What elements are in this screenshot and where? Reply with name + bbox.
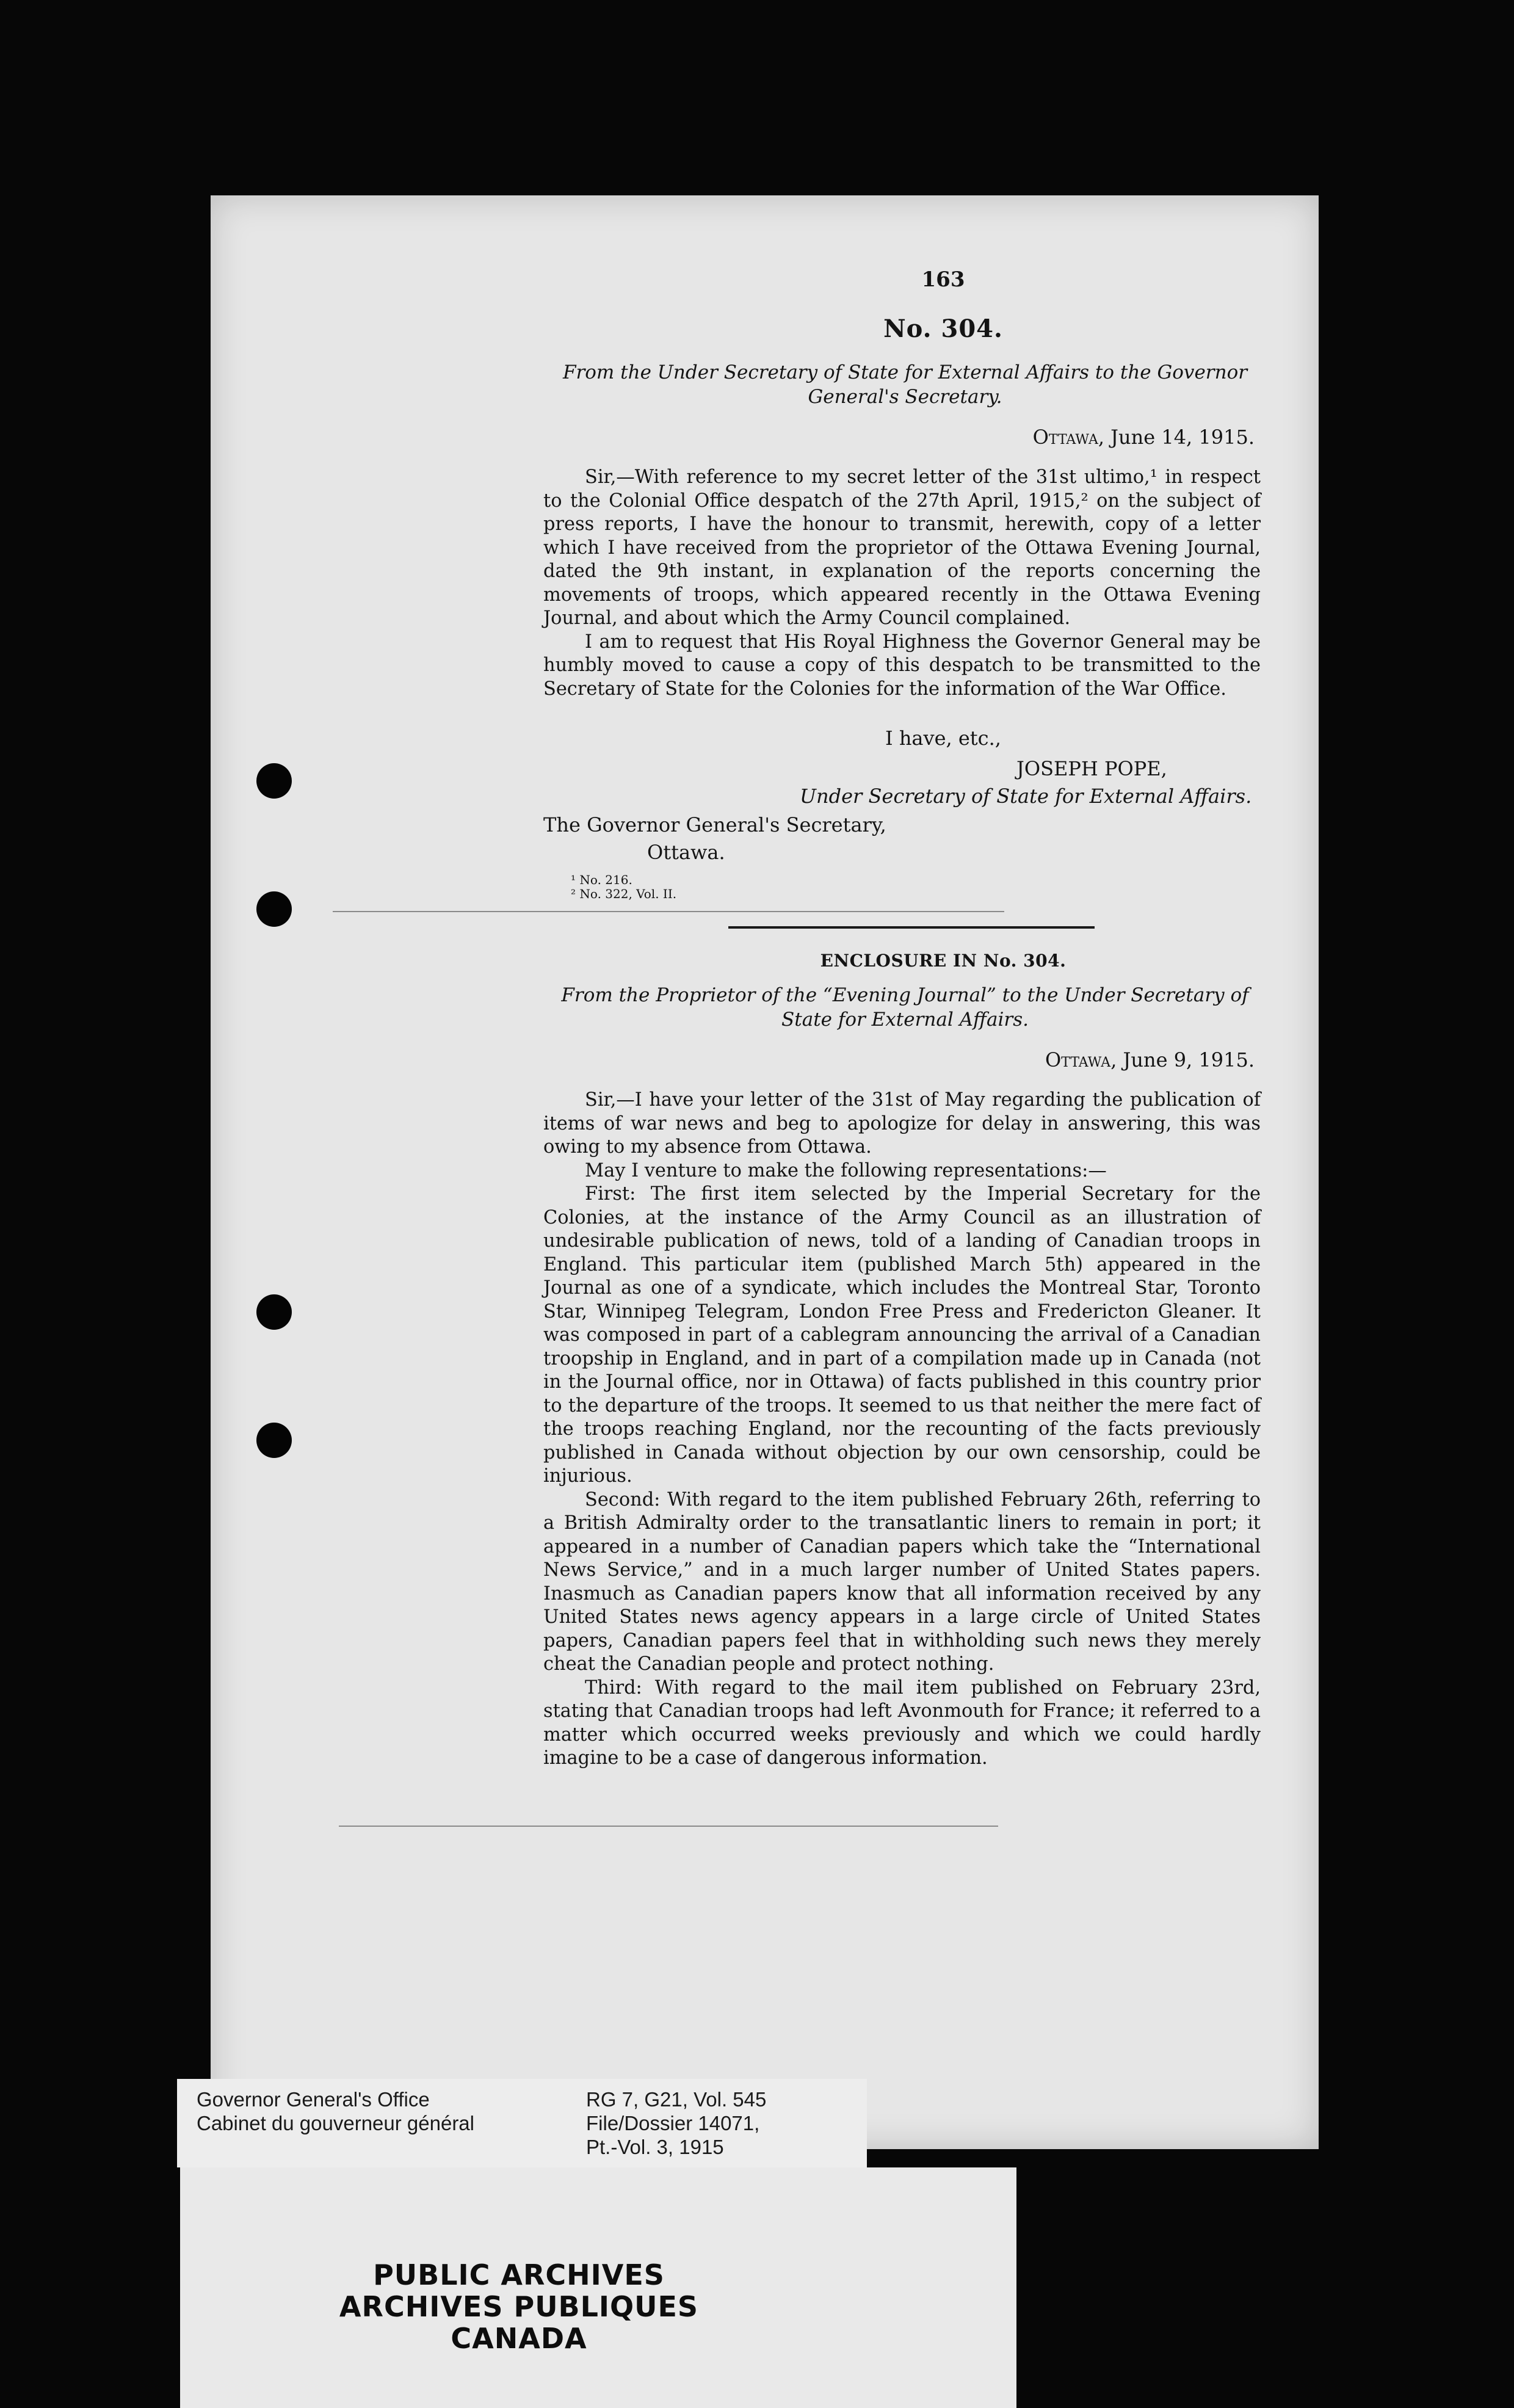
letter-closing: I have, etc., — [885, 727, 1001, 750]
enclosure-heading-line1: From the Proprietor of the “Evening Journal” to the Under Secretary of — [561, 984, 1249, 1006]
bottom-faint-divider — [339, 1826, 998, 1827]
letter-paragraph-1: Sir,—With reference to my secret letter of the 31st ultimo,¹ in respect to the Colonial Office despatch of the 27th April, 1915,² on the subject of press reports, I have the honour to transmit, herewith, copy of a letter which I have received from the proprietor of the Ottawa Evening Journal, dated the 9th instant, in explanation of the reports concerning the movements of troops, which appeared recently in the Ottawa Evening Journal, and about which the Army Council complained. — [543, 466, 1261, 629]
signature-title: Under Secretary of State for External Affairs. — [800, 785, 1252, 808]
enclosure-date-text: June 9, 1915. — [1123, 1048, 1255, 1072]
enclosure-date — [882, 1048, 1255, 1072]
enclosure-date-place: Ottawa, — [1045, 1048, 1117, 1072]
letter-heading — [552, 360, 1258, 409]
letter-body — [543, 466, 1261, 701]
enclosure-paragraph-2: May I venture to make the following representations:— — [585, 1159, 1107, 1181]
label-office-fr: Cabinet du gouverneur général — [197, 2112, 474, 2134]
enclosure-heading-line2: State for External Affairs. — [781, 1009, 1029, 1031]
label-office-en: Governor General's Office — [197, 2088, 430, 2111]
enclosure-divider — [728, 926, 1095, 929]
letter-date-place: Ottawa, — [1032, 426, 1104, 449]
letter-date — [882, 426, 1255, 449]
addressee-line2: Ottawa. — [647, 841, 725, 864]
document-number: No. 304. — [883, 314, 1003, 343]
label-office — [197, 2087, 474, 2135]
signature-name: JOSEPH POPE, — [1016, 757, 1167, 780]
enclosure-paragraph-4: Second: With regard to the item published February 26th, referring to a British Admiralty order to the transatlantic liners to remain in port; it appeared in a number of Canadian papers which take the “International News Service,” and in a much larger number of United States papers. Inasmuch as Canadian papers know that all information received by any United States news agency appears in a large circle of United States papers, Canadian papers feel that in withholding such news they merely cheat the Canadian people and protect nothing. — [543, 1489, 1261, 1675]
document-page — [211, 195, 1319, 2149]
stamp-line-1: PUBLIC ARCHIVES — [373, 2258, 665, 2291]
faint-divider — [333, 911, 1004, 912]
addressee-line1: The Governor General's Secretary, — [543, 813, 886, 836]
label-ref-2: File/Dossier 14071, — [586, 2112, 760, 2134]
letter-paragraph-2: I am to request that His Royal Highness the Governor General may be humbly moved to cause a copy of this despatch to be transmitted to the Secretary of State for the Colonies for the information of the War Office. — [543, 631, 1261, 700]
footnote-2: ² No. 322, Vol. II. — [571, 887, 677, 901]
label-reference — [586, 2087, 766, 2159]
stamp-line-2: ARCHIVES PUBLIQUES — [339, 2290, 699, 2323]
enclosure-paragraph-3: First: The first item selected by the Imperial Secretary for the Colonies, at the instance of the Army Council as an illustration of undesirable publication of news, told of a landing of Canadian troops in England. This particular item (published March 5th) appeared in the Journal as one of a syndicate, which includes the Montreal Star, Toronto Star, Winnipeg Telegram, London Free Press and Fredericton Gleaner. It was composed in part of a cablegram announcing the arrival of a Canadian troopship in England, and in part of a compilation made up in Canada (not in the Journal office, nor in Ottawa) of facts published in this country prior to the departure of the troops. It seemed to us that neither the mere fact of the troops reaching England, nor the recounting of the facts previously published in Canada without objection by our own censorship, could be injurious. — [543, 1183, 1261, 1487]
letter-heading-line1: From the Under Secretary of State for External Affairs to the Governor — [562, 361, 1248, 383]
footnotes — [571, 873, 676, 901]
label-ref-1: RG 7, G21, Vol. 545 — [586, 2088, 767, 2111]
letter-date-text: June 14, 1915. — [1110, 426, 1255, 449]
enclosure-paragraph-5: Third: With regard to the mail item published on February 23rd, stating that Canadian troops had left Avonmouth for France; it referred to a matter which occurred weeks previously and which we could hardly imagine to be a case of dangerous information. — [543, 1677, 1261, 1769]
punch-hole-4 — [256, 1423, 292, 1458]
enclosure-heading — [552, 983, 1258, 1032]
page-number: 163 — [921, 267, 965, 292]
label-ref-3: Pt.-Vol. 3, 1915 — [586, 2136, 724, 2158]
punch-hole-1 — [256, 763, 292, 799]
stamp-line-3: CANADA — [451, 2322, 587, 2355]
enclosure-paragraph-1: Sir,—I have your letter of the 31st of May regarding the publication of items of war news and beg to apologize for delay in answering, this was owing to my absence from Ottawa. — [543, 1089, 1261, 1158]
archive-label — [177, 2079, 867, 2167]
enclosure-title: ENCLOSURE IN No. 304. — [820, 951, 1067, 971]
letter-heading-line2: General's Secretary. — [808, 386, 1002, 408]
enclosure-body — [543, 1089, 1261, 1771]
punch-hole-3 — [256, 1294, 292, 1330]
footnote-1: ¹ No. 216. — [571, 872, 632, 887]
archives-stamp — [317, 2259, 720, 2354]
punch-hole-2 — [256, 891, 292, 927]
